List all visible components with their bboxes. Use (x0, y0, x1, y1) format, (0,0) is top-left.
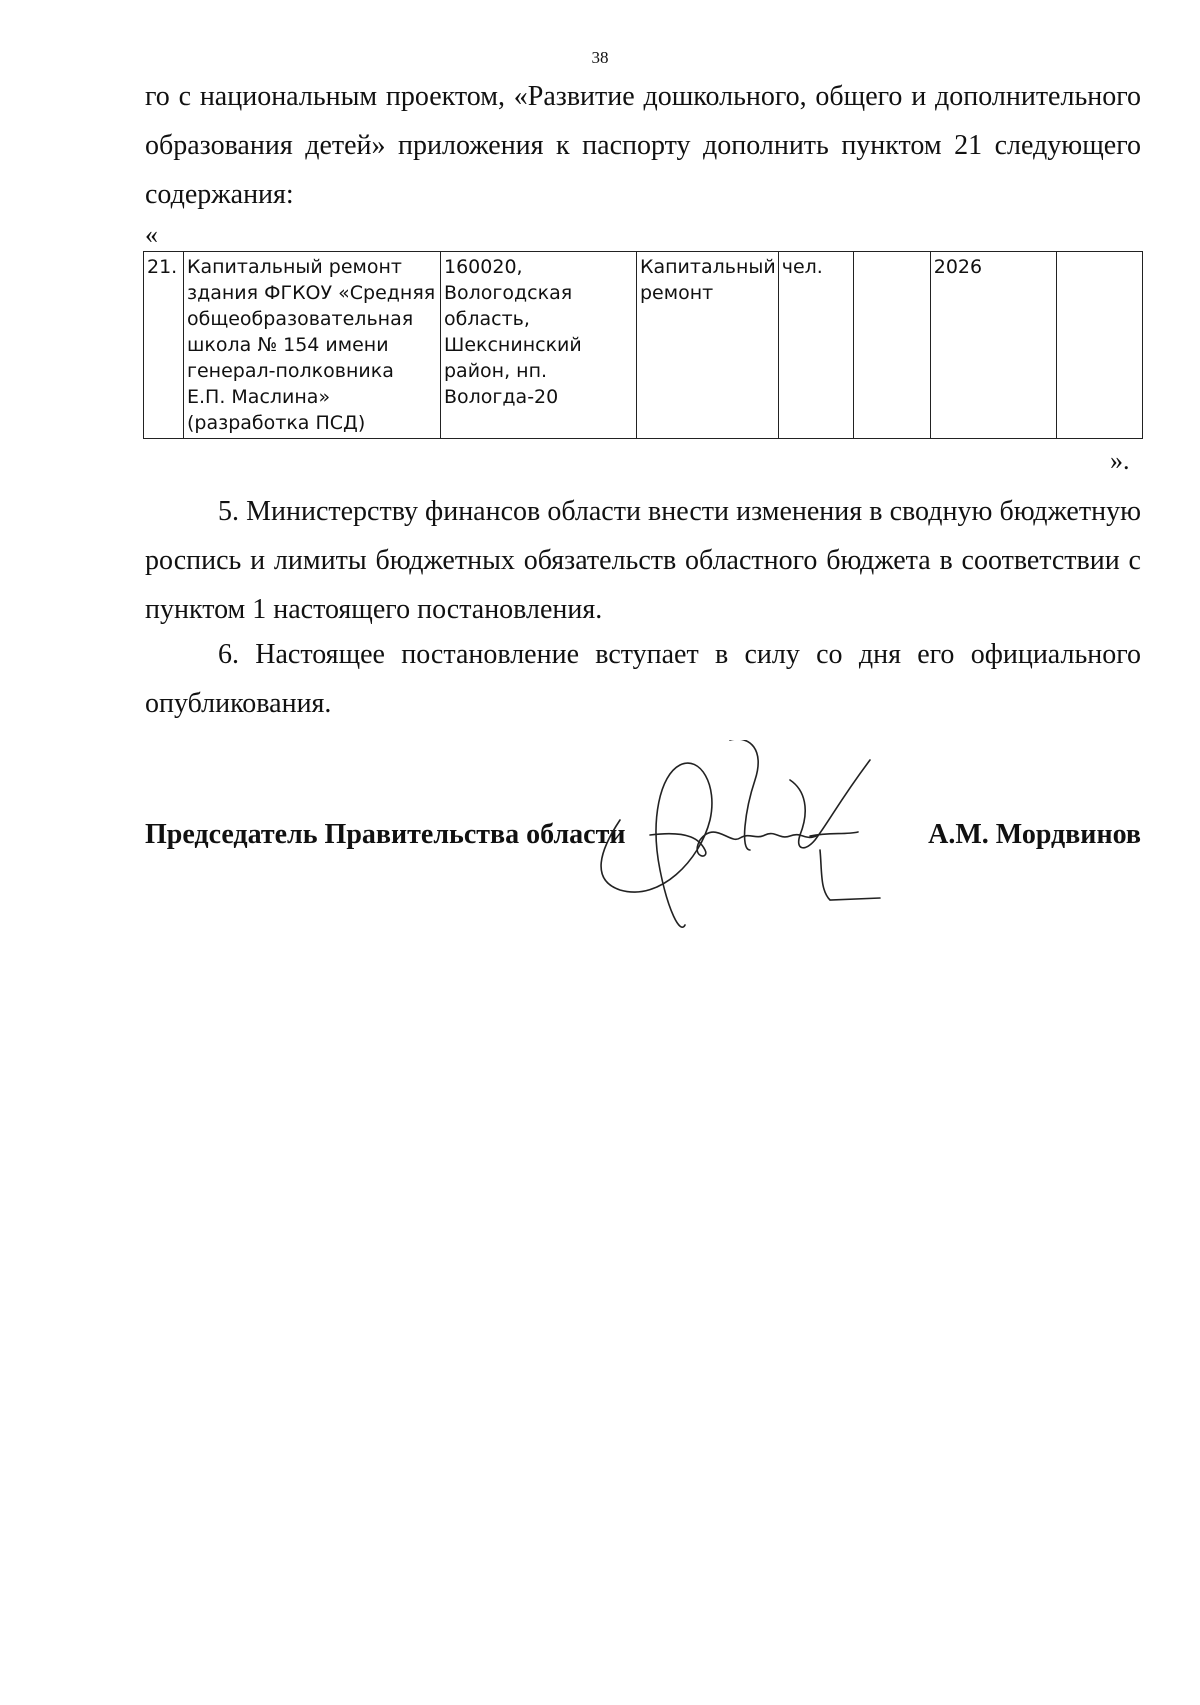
last-cell (1056, 252, 1142, 439)
row-number-cell: 21. (144, 252, 184, 439)
handwritten-signature (590, 740, 950, 940)
signatory-title: Председатель Правительства области (145, 819, 626, 850)
passport-table (143, 251, 1143, 439)
work-type-cell: Капитальный ремонт (637, 252, 779, 439)
closing-quote: ». (1110, 446, 1130, 475)
signatory-name: А.М. Мордвинов (928, 819, 1141, 850)
opening-quote: « (145, 220, 158, 249)
address-cell: 160020, Вологодская область, Шекснинский район, нп. Вологда-20 (441, 252, 637, 439)
page-number: 38 (591, 48, 609, 67)
value-cell (853, 252, 930, 439)
object-name-cell: Капитальный ремонт здания ФГКОУ «Средняя общеобразовательная школа № 154 имени генерал-полковника Е.П. Маслина» (разработка ПСД) (184, 252, 441, 439)
paragraph-6: 6. Настоящее постановление вступает в силу со дня его официального опубликования. (145, 639, 1141, 719)
paragraph-5: 5. Министерству финансов области внести изменения в сводную бюджетную роспись и лимиты бюджетных обязательств областного бюджета в соответствии с пунктом 1 настоящего постановления. (145, 496, 1141, 625)
table-row (144, 252, 1143, 439)
unit-cell: чел. (778, 252, 853, 439)
intro-paragraph: го с национальным проектом, «Развитие дошкольного, общего и дополнительного образования детей» приложения к паспорту дополнить пунктом 21 следующего содержания: (145, 81, 1141, 210)
year-cell: 2026 (930, 252, 1056, 439)
